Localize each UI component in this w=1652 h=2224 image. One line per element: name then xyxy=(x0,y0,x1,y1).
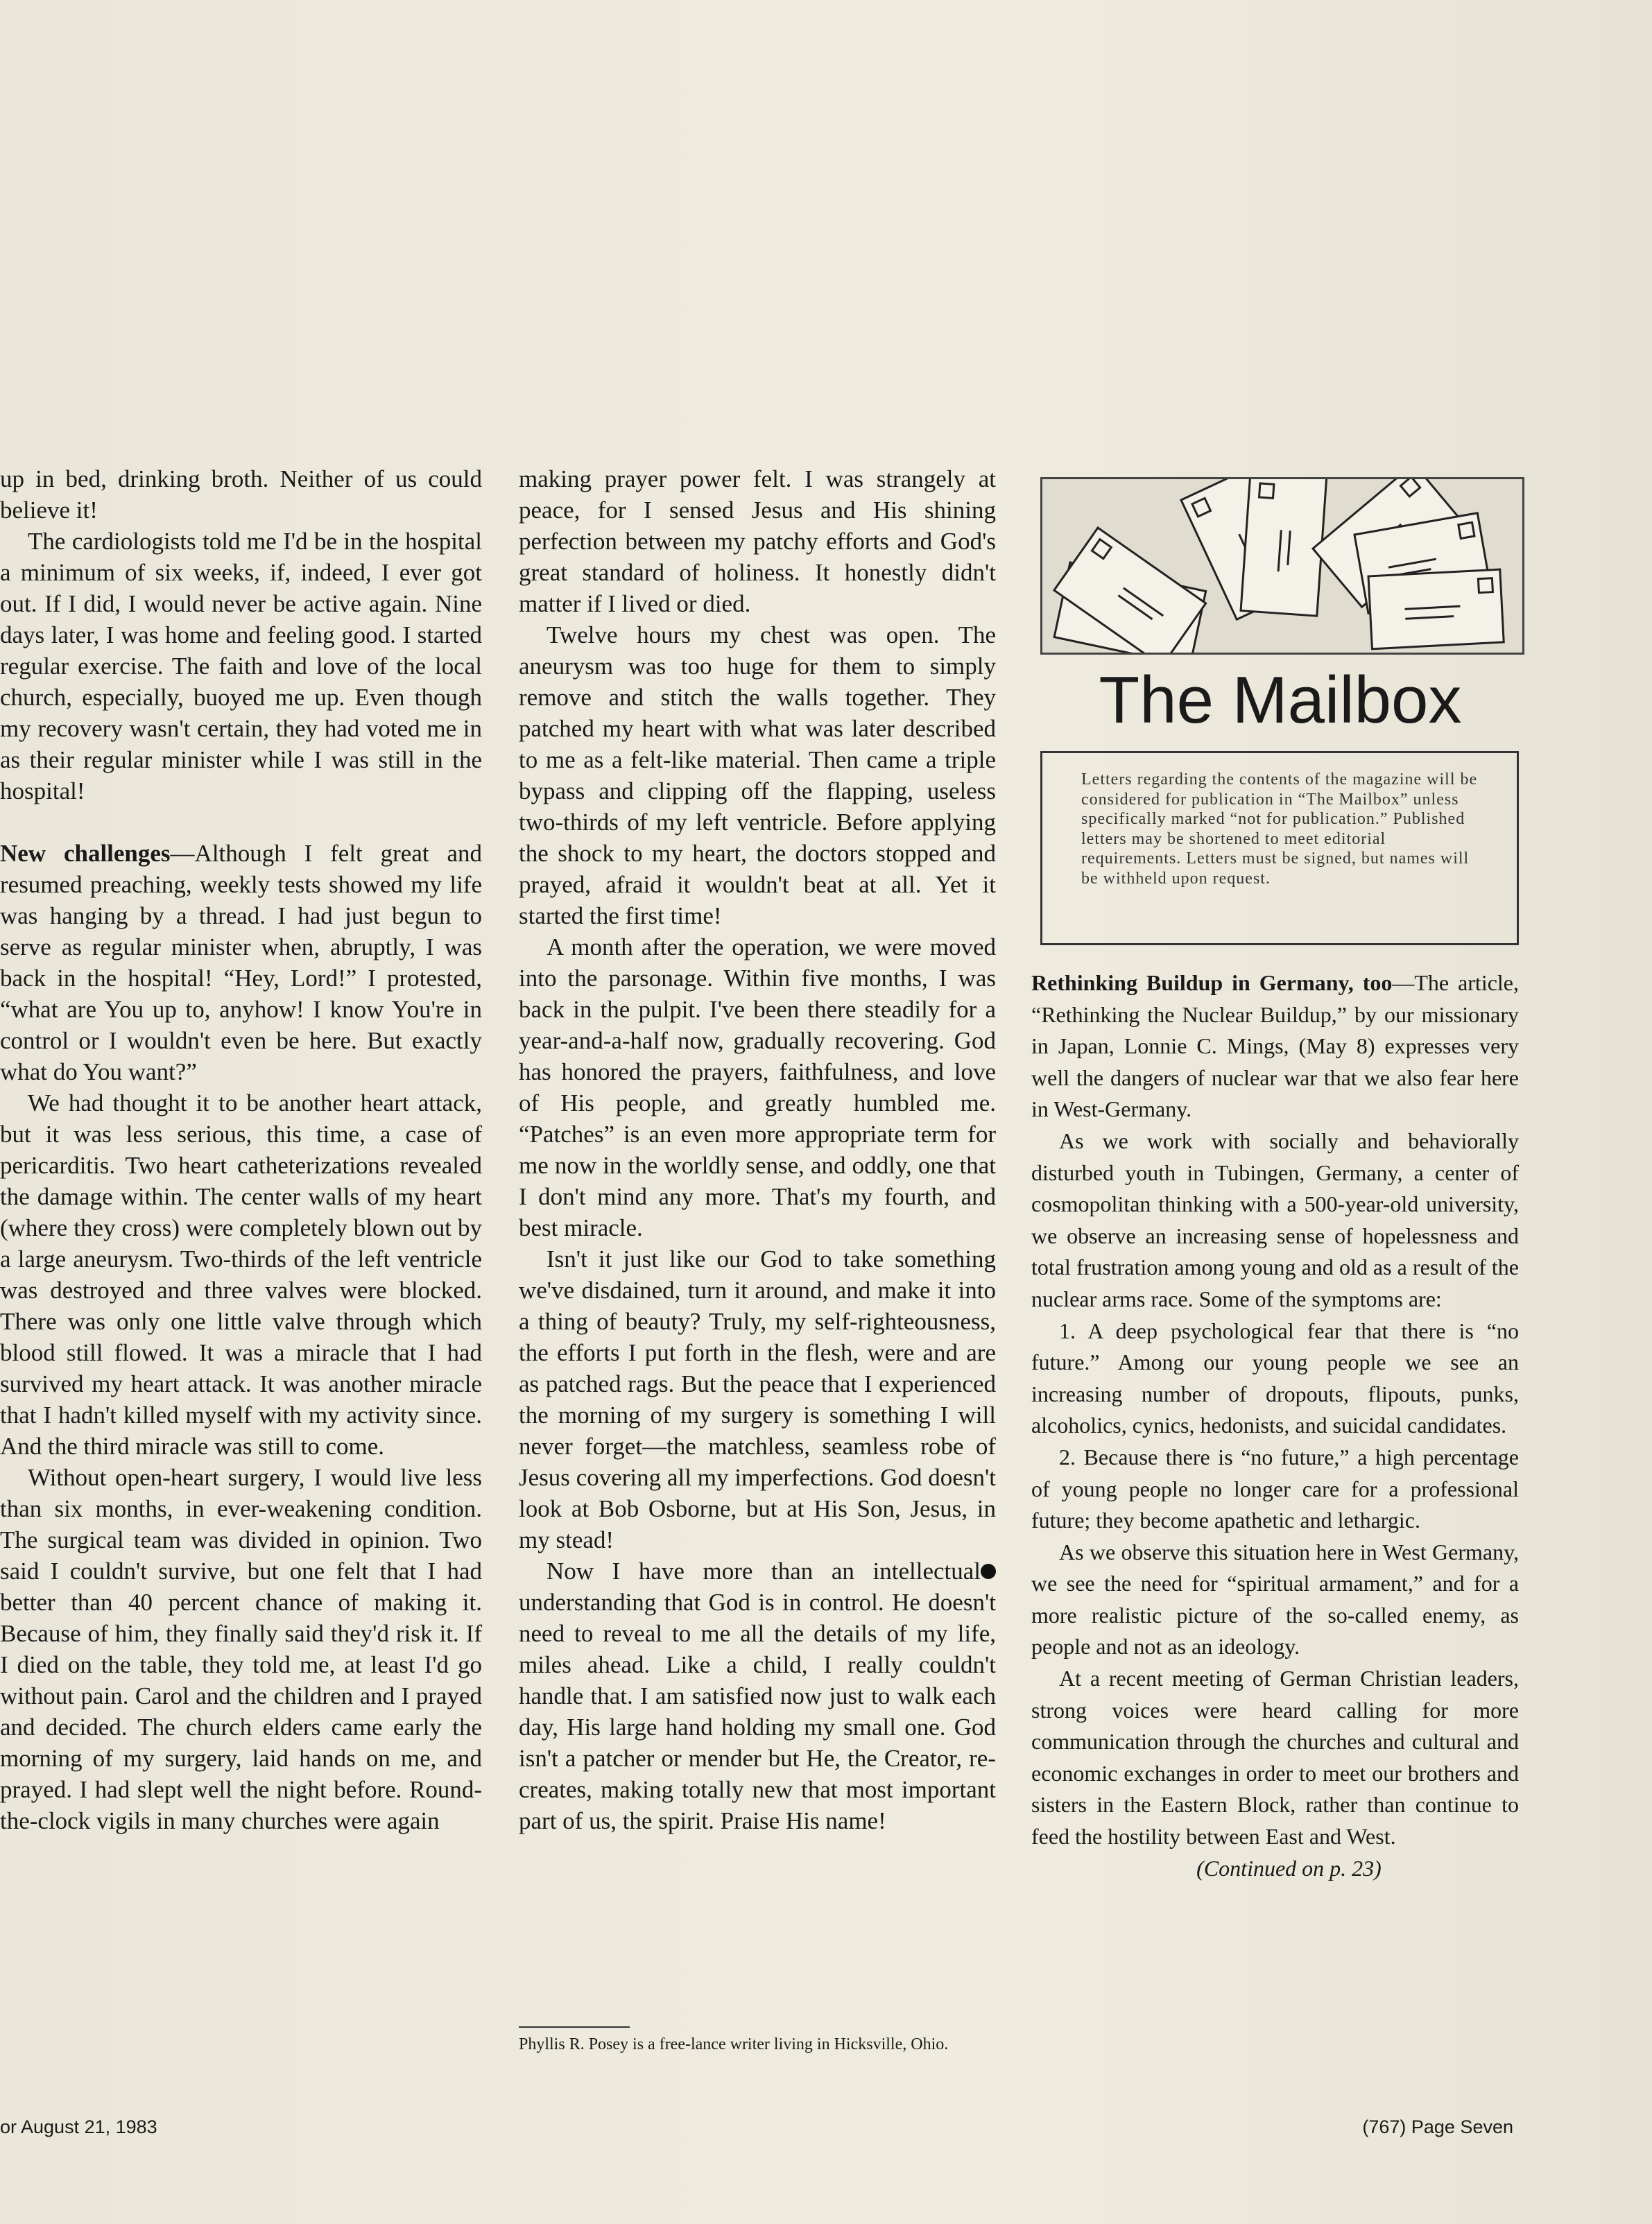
section-title: The Mailbox xyxy=(1099,663,1462,737)
paragraph: making prayer power felt. I was strangely at peace, for I sensed Jesus and His shining perfection between my patchy efforts and God's great standard of holiness. It honestly didn't matter if I lived or died. xyxy=(519,465,996,617)
footer-page-number: (767) Page Seven xyxy=(1362,2117,1513,2137)
paragraph: Twelve hours my chest was open. The aneurysm was too huge for them to simply remove and stitch the walls together. They patched my heart with what was later described to me as a felt-like material. Then came a triple bypass and clipping off the flapping, useless two-thirds of my left ventricle. Before applying the shock to my heart, the doctors stopped and prayed, afraid it wouldn't beat at all. Yet it started the first time! xyxy=(519,621,996,929)
subhead-paragraph xyxy=(0,838,482,1087)
paragraph: As we observe this situation here in West Germany, we see the need for “spiritual armament,” and for a more realistic picture of the so-called enemy, as people and not as an ideology. xyxy=(1031,1539,1519,1660)
paragraph: As we work with socially and behaviorally disturbed youth in Tubingen, Germany, a center of cosmopolitan thinking with a 500-year-old university, we observe an increasing sense of hopelessness and total frustration among young and old as a result of the nuclear arms race. Some of the symptoms are: xyxy=(1031,1128,1519,1311)
letter-heading: Rethinking Buildup in Germany, too xyxy=(1031,970,1393,995)
paragraph: A month after the operation, we were moved into the parsonage. Within five months, I was back in the pulpit. I've been there steadily for a year-and-a-half now, gradually recovering. God has honored the prayers, faithfulness, and love of His people, and greatly humbled me. “Patches” is an even more appropriate term for me now in the worldly sense, and oddly, one that I don't mind any more. That's my fourth, and best miracle. xyxy=(519,933,996,1241)
paragraph: The cardiologists told me I'd be in the hospital a minimum of six weeks, if, indeed, I ever got out. If I did, I would never be active again. Nine days later, I was home and feeling good. I started regular exercise. The faith and love of the local church, especially, buoyed me up. Even though my recovery wasn't certain, they had voted me in as their regular minister while I was still in the hospital! xyxy=(0,528,482,804)
footer-date: or August 21, 1983 xyxy=(0,2117,157,2137)
letter-paragraph xyxy=(1031,967,1519,1126)
envelopes-icon xyxy=(1042,479,1522,653)
paragraph: 2. Because there is “no future,” a high percentage of young people no longer care for a professional future; they become apathetic and lethargic. xyxy=(1031,1444,1519,1533)
paragraph-text: Now I have more than an intellectual understanding that God is in control. He doesn't need to reveal to me all the details of my life, miles ahead. Like a child, I really couldn't handle that. I am satisfied now just to walk each day, His large hand holding my small one. God isn't a patcher or mender but He, the Creator, re-creates, making totally new that most important part of us, the spirit. Praise His name! xyxy=(519,1558,996,1834)
byline-divider xyxy=(519,2026,630,2028)
paragraph xyxy=(519,1555,996,1836)
envelopes-illustration xyxy=(1040,477,1524,655)
paragraph: At a recent meeting of German Christian leaders, strong voices were heard calling for more communication through the churches and cultural and economic exchanges in order to meet our brothers and sisters in the Eastern Block, rather than continue to feed the hostility between East and West. xyxy=(1031,1666,1519,1850)
mailbox-letters-column xyxy=(1031,967,1519,1884)
article-column-2 xyxy=(519,463,996,1836)
subhead: New challenges xyxy=(0,840,171,867)
paragraph: We had thought it to be another heart attack, but it was less serious, this time, a case of pericarditis. Two heart catheterizations revealed the damage within. The center walls of my heart (where they cross) were completely blown out by a large aneurysm. Two-thirds of the left ventricle was destroyed and three valves were blocked. There was only one little valve through which blood still flowed. It was a miracle that I had survived my heart attack. It was another miracle that I hadn't killed myself with my activity since. And the third miracle was still to come. xyxy=(0,1089,482,1460)
paragraph-text: —The article, “Rethinking the Nuclear Buildup,” by our missionary in Japan, Lonnie C. Mings, (May 8) expresses very well the dangers of nuclear war that we also fear here in West-Germany. xyxy=(1031,970,1520,1122)
paragraph: 1. A deep psychological fear that there is “no future.” Among our young people we see an increasing number of dropouts, flipouts, punks, alcoholics, cynics, hedonists, and suicidal candidates. xyxy=(1031,1318,1519,1438)
paragraph: Isn't it just like our God to take something we've disdained, turn it around, and make it into a thing of beauty? Truly, my self-righteousness, the efforts I put forth in the flesh, were and are as patched rags. But the peace that I experienced the morning of my surgery is something I will never forget—the matchless, seamless robe of Jesus covering all my imperfections. God doesn't look at Bob Osborne, but at His Son, Jesus, in my stead! xyxy=(519,1245,996,1553)
article-column-1 xyxy=(0,463,482,1836)
end-bullet-icon xyxy=(981,1564,996,1579)
editorial-notice-box: Letters regarding the contents of the magazine will be considered for publication in “The Mailbox” unless specifically marked “not for publication.” Published letters may be shortened to meet editorial requirements. Letters must be signed, but names will be withheld upon request. xyxy=(1040,751,1519,945)
author-byline: Phyllis R. Posey is a free-lance writer living in Hicksville, Ohio. xyxy=(519,2035,949,2053)
paragraph: Without open-heart surgery, I would live less than six months, in ever-weakening condition. The surgical team was divided in opinion. Two said I couldn't survive, but one felt that I had better than 40 percent chance of making it. Because of him, they finally said they'd risk it. If I died on the table, they told me, at least I'd go without pain. Carol and the children and I prayed and decided. The church elders came early the morning of my surgery, laid hands on me, and prayed. I had slept well the night before. Round-the-clock vigils in many churches were again xyxy=(0,1464,482,1834)
continued-note: (Continued on p. 23) xyxy=(1196,1855,1382,1881)
paragraph: up in bed, drinking broth. Neither of us could believe it! xyxy=(0,465,482,524)
paragraph-text: —Although I felt great and resumed preaching, weekly tests showed my life was hanging by a thread. I had just begun to serve as regular minister when, abruptly, I was back in the hospital! “Hey, Lord!” I protested, “what are You up to, anyhow! I know You're in control or I wouldn't even be here. But exactly what do You want?” xyxy=(0,840,482,1085)
